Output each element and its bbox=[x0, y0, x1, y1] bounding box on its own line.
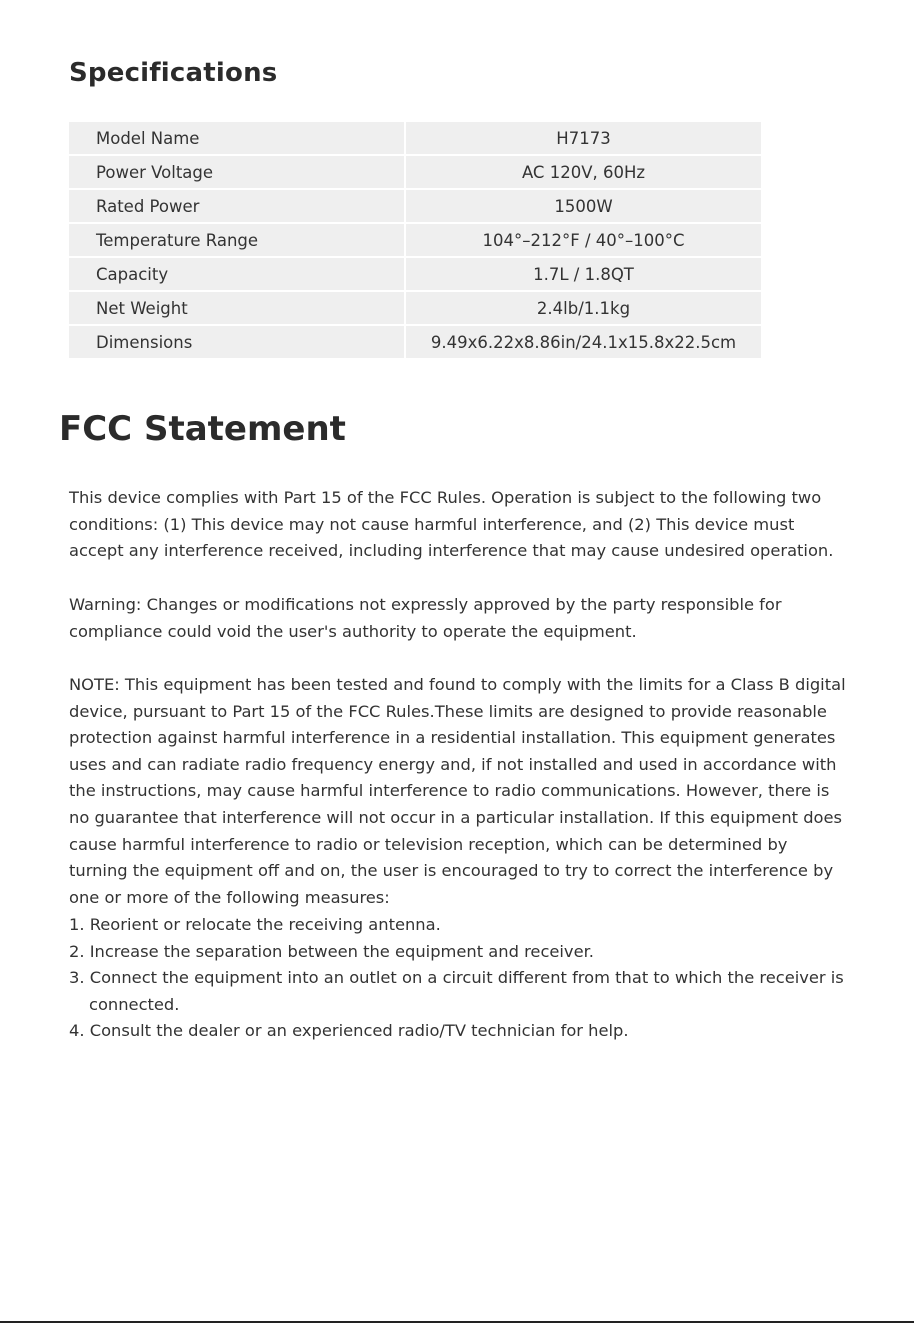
fcc-warning-paragraph: Warning: Changes or modifications not expressly approved by the party responsible for compliance could void the user's authority to operate the equipment. bbox=[69, 595, 782, 641]
spec-label: Model Name bbox=[69, 122, 406, 156]
spec-value: 1500W bbox=[406, 190, 761, 224]
spec-value: H7173 bbox=[406, 122, 761, 156]
spec-label: Temperature Range bbox=[69, 224, 406, 258]
list-item: 3. Connect the equipment into an outlet on a circuit different from that to which the receiver is connected. bbox=[69, 968, 844, 1014]
spec-label: Capacity bbox=[69, 258, 406, 292]
fcc-measures-list bbox=[69, 912, 849, 1045]
table-row bbox=[69, 258, 761, 292]
spec-label: Rated Power bbox=[69, 190, 406, 224]
page-bottom-rule bbox=[0, 1321, 914, 1323]
spec-value: 104°–212°F / 40°–100°C bbox=[406, 224, 761, 258]
fcc-statement-heading: FCC Statement bbox=[59, 409, 346, 449]
table-row bbox=[69, 156, 761, 190]
table-row bbox=[69, 326, 761, 360]
specifications-heading: Specifications bbox=[69, 58, 278, 88]
table-row bbox=[69, 224, 761, 258]
spec-value: AC 120V, 60Hz bbox=[406, 156, 761, 190]
table-row bbox=[69, 190, 761, 224]
fcc-compliance-paragraph: This device complies with Part 15 of the FCC Rules. Operation is subject to the following two conditions: (1) This device may not cause harmful interference, and (2) This device must accept any interference received, including interference that may cause undesired operation. bbox=[69, 488, 834, 561]
table-row bbox=[69, 292, 761, 326]
spec-value: 1.7L / 1.8QT bbox=[406, 258, 761, 292]
list-item: 2. Increase the separation between the equipment and receiver. bbox=[69, 941, 594, 961]
spec-value: 9.49x6.22x8.86in/24.1x15.8x22.5cm bbox=[406, 326, 761, 360]
specifications-table bbox=[69, 122, 761, 360]
table-row bbox=[69, 122, 761, 156]
spec-label: Dimensions bbox=[69, 326, 406, 360]
spec-value: 2.4lb/1.1kg bbox=[406, 292, 761, 326]
list-item: 1. Reorient or relocate the receiving antenna. bbox=[69, 915, 441, 934]
list-item: 4. Consult the dealer or an experienced radio/TV technician for help. bbox=[69, 1021, 629, 1041]
fcc-note-paragraph: NOTE: This equipment has been tested and found to comply with the limits for a Class B digital device, pursuant to Part 15 of the FCC Rules.These limits are designed to provide reasonable protection against harmful interference in a residential installation. This equipment generates uses and can radiate radio frequency energy and, if not installed and used in accordance with the instructions, may cause harmful interference to radio communications. However, there is no guarantee that interference will not occur in a particular installation. If this equipment does cause harmful interference to radio or television reception, which can be determined by turning the equipment off and on, the user is encouraged to try to correct the interference by one or more of the following measures: bbox=[69, 675, 846, 907]
spec-label: Net Weight bbox=[69, 292, 406, 326]
spec-label: Power Voltage bbox=[69, 156, 406, 190]
